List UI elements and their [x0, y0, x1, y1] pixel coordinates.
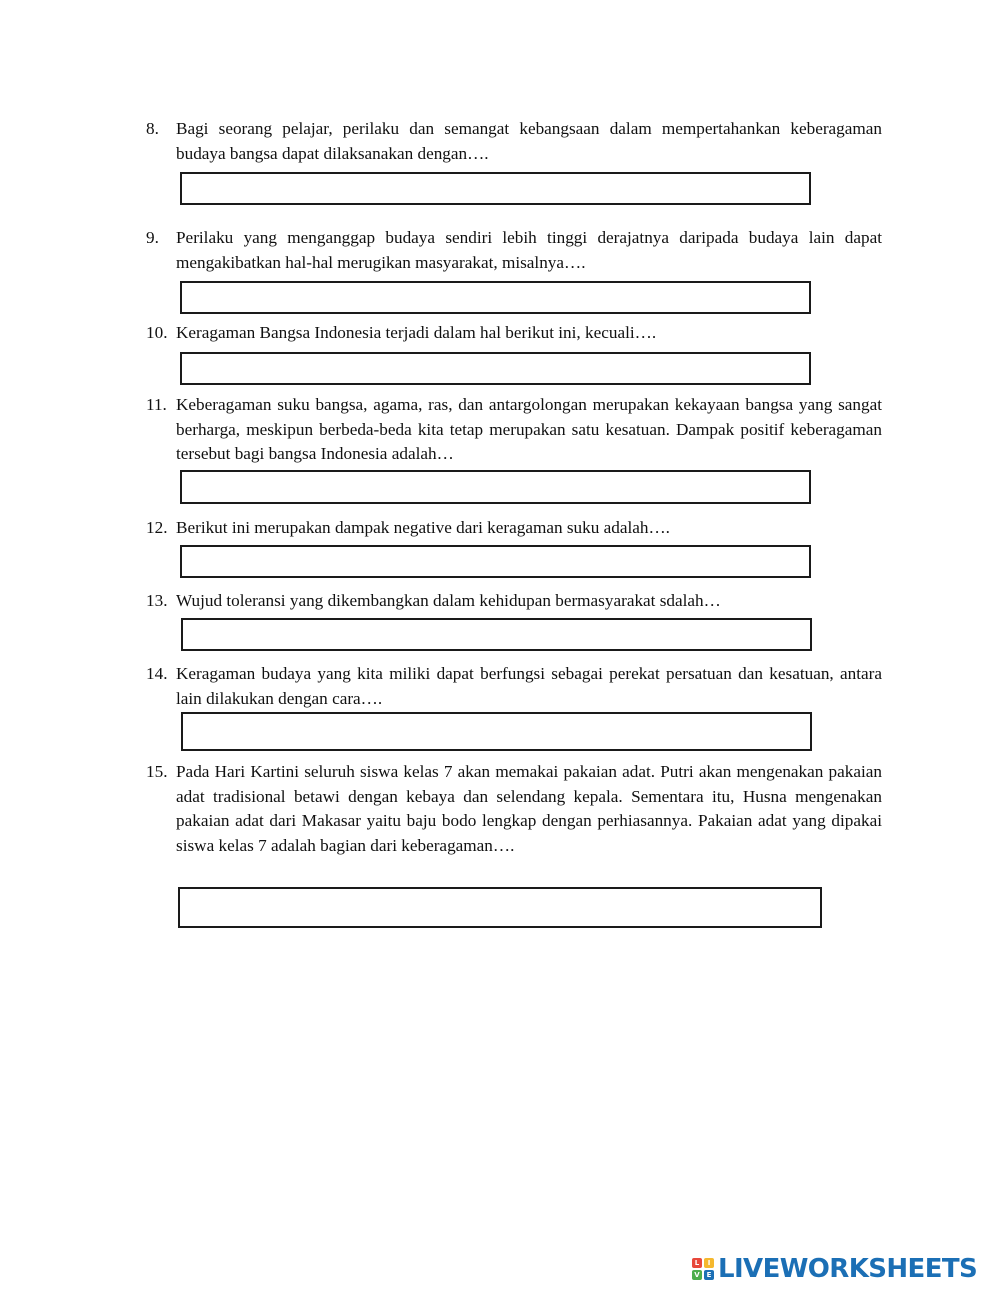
question-number: 9.	[146, 228, 159, 247]
answer-input-13[interactable]	[181, 618, 812, 651]
question-12	[146, 516, 882, 541]
question-number: 12.	[146, 518, 168, 537]
question-number: 14.	[146, 664, 168, 683]
question-14	[146, 662, 882, 711]
question-11	[146, 393, 882, 467]
question-10	[146, 321, 882, 346]
question-number: 10.	[146, 323, 168, 342]
logo-tile-i: I	[704, 1258, 714, 1268]
question-text: Wujud toleransi yang dikembangkan dalam kehidupan bermasyarakat sdalah…	[176, 591, 721, 610]
question-text: Keragaman Bangsa Indonesia terjadi dalam hal berikut ini, kecuali….	[176, 323, 657, 342]
logo-tile-l: L	[692, 1258, 702, 1268]
question-text: Keberagaman suku bangsa, agama, ras, dan antargolongan merupakan kekayaan bangsa yang sangat berharga, meskipun berbeda-beda kita tetap merupakan satu kesatuan. Dampak positif keberagaman tersebut bagi bangsa Indonesia adalah…	[176, 395, 882, 463]
logo-tile-e: E	[704, 1270, 714, 1280]
question-text: Bagi seorang pelajar, perilaku dan semangat kebangsaan dalam mempertahankan keberagaman budaya bangsa dapat dilaksanakan dengan….	[176, 119, 882, 163]
question-text: Perilaku yang menganggap budaya sendiri lebih tinggi derajatnya daripada budaya lain dapat mengakibatkan hal-hal merugikan masyarakat, misalnya….	[176, 228, 882, 272]
answer-input-15[interactable]	[178, 887, 822, 928]
question-15	[146, 760, 882, 858]
question-13	[146, 589, 882, 614]
question-9	[146, 226, 882, 275]
answer-input-11[interactable]	[180, 470, 811, 504]
question-text: Berikut ini merupakan dampak negative dari keragaman suku adalah….	[176, 518, 670, 537]
liveworksheets-logo-icon	[692, 1258, 714, 1280]
answer-input-9[interactable]	[180, 281, 811, 314]
question-number: 15.	[146, 762, 168, 781]
question-number: 11.	[146, 395, 167, 414]
answer-input-8[interactable]	[180, 172, 811, 205]
question-number: 8.	[146, 119, 159, 138]
answer-input-10[interactable]	[180, 352, 811, 385]
question-number: 13.	[146, 591, 168, 610]
brand-name: LIVEWORKSHEETS	[718, 1254, 978, 1284]
answer-input-14[interactable]	[181, 712, 812, 751]
logo-tile-v: V	[692, 1270, 702, 1280]
answer-input-12[interactable]	[180, 545, 811, 578]
question-text: Pada Hari Kartini seluruh siswa kelas 7 akan memakai pakaian adat. Putri akan mengenakan pakaian adat tradisional betawi dengan kebaya dan selendang kepala. Sementara itu, Husna mengenakan pakaian adat dari Makasar yaitu baju bodo lengkap dengan perhiasannya. Pakaian adat yang dipakai siswa kelas 7 adalah bagian dari keberagaman….	[176, 762, 882, 855]
question-8	[146, 117, 882, 166]
question-text: Keragaman budaya yang kita miliki dapat berfungsi sebagai perekat persatuan dan kesatuan, antara lain dilakukan dengan cara….	[176, 664, 882, 708]
liveworksheets-logo	[692, 1254, 977, 1284]
